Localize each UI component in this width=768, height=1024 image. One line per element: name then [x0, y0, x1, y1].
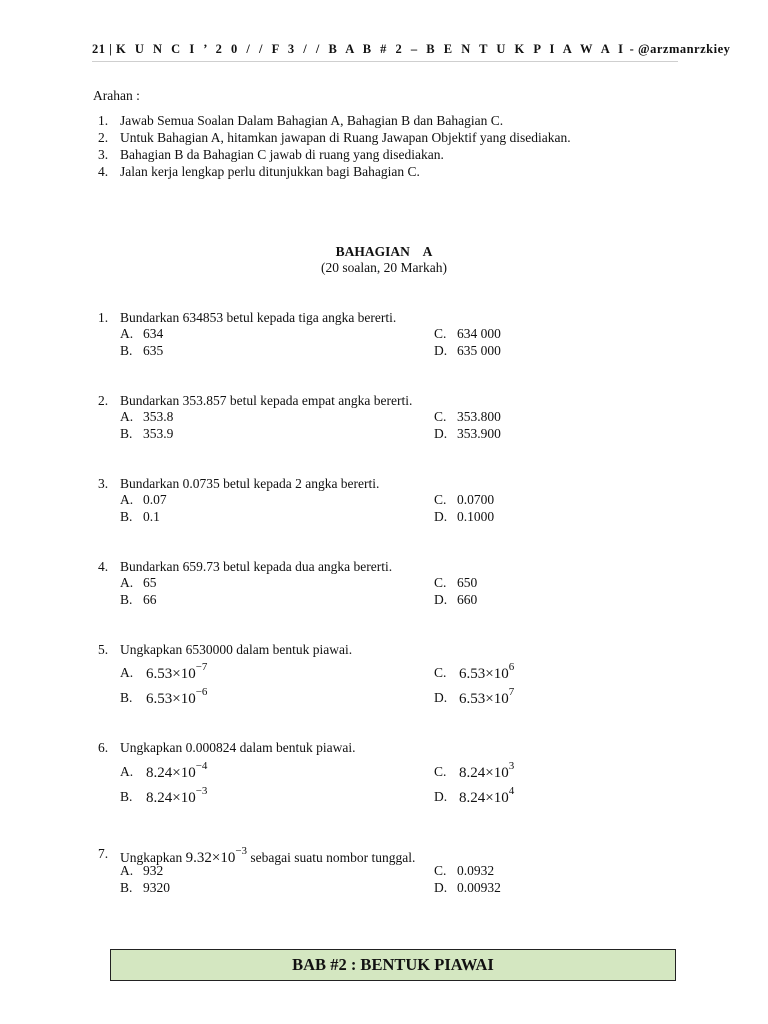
option-value-d: 0.00932	[457, 880, 501, 895]
option-label-a: A.	[120, 764, 134, 779]
option-value-d: 635 000	[457, 343, 501, 358]
option-label-b: B.	[120, 880, 133, 895]
option-value-b: 353.9	[143, 426, 174, 441]
question-math: $9.32\times 10^{-3}$	[185, 845, 248, 866]
header-separator: |	[105, 42, 117, 56]
option-label-c: C.	[434, 575, 447, 590]
option-label-a: A.	[120, 863, 134, 878]
option-label-b: B.	[120, 509, 133, 524]
question-number: 1.	[98, 310, 109, 325]
option-label-d: D.	[434, 426, 448, 441]
question-text: Bundarkan 659.73 betul kepada dua angka bererti.	[120, 559, 393, 574]
instruction-number: 2.	[98, 130, 109, 145]
option-value-d: 0.1000	[457, 509, 495, 524]
instructions-title: Arahan :	[93, 88, 140, 103]
header-divider	[92, 61, 678, 62]
question-text: Ungkapkan 0.000824 dalam bentuk piawai.	[120, 740, 356, 755]
section-title: BAHAGIAN A	[335, 244, 433, 259]
option-label-b: B.	[120, 789, 133, 804]
option-value-c: 634 000	[457, 326, 501, 341]
option-label-b: B.	[120, 426, 133, 441]
option-label-c: C.	[434, 492, 447, 507]
option-value-d: $8.24\times 10^4$	[459, 785, 515, 806]
option-label-a: A.	[120, 326, 134, 341]
option-label-c: C.	[434, 764, 447, 779]
option-label-c: C.	[434, 326, 447, 341]
header-text: K U N C I ’ 2 0 / / F 3 / / B A B # 2 – B E N T U K P I A W A I	[116, 42, 627, 56]
option-label-a: A.	[120, 409, 134, 424]
instruction-text: Untuk Bahagian A, hitamkan jawapan di Ruang Jawapan Objektif yang disediakan.	[120, 130, 571, 145]
option-label-d: D.	[434, 690, 448, 705]
option-value-a: 353.8	[143, 409, 174, 424]
option-value-a: $6.53\times 10^{-7}$	[146, 661, 208, 682]
question-number: 2.	[98, 393, 109, 408]
section-subtitle: (20 soalan, 20 Markah)	[321, 260, 447, 275]
footer-chapter-title: BAB #2 : BENTUK PIAWAI	[110, 949, 676, 981]
option-label-d: D.	[434, 343, 448, 358]
option-value-c: 353.800	[457, 409, 501, 424]
instruction-text: Jalan kerja lengkap perlu ditunjukkan bagi Bahagian C.	[120, 164, 420, 179]
option-value-b: 9320	[143, 880, 170, 895]
question-text: Bundarkan 353.857 betul kepada empat angka bererti.	[120, 393, 413, 408]
option-label-b: B.	[120, 690, 133, 705]
option-label-d: D.	[434, 789, 448, 804]
option-label-c: C.	[434, 863, 447, 878]
option-label-a: A.	[120, 492, 134, 507]
option-label-d: D.	[434, 880, 448, 895]
question-text: Bundarkan 634853 betul kepada tiga angka bererti.	[120, 310, 397, 325]
question-number: 5.	[98, 642, 109, 657]
instruction-text: Jawab Semua Soalan Dalam Bahagian A, Bahagian B dan Bahagian C.	[120, 113, 504, 128]
instruction-number: 1.	[98, 113, 109, 128]
option-label-c: C.	[434, 665, 447, 680]
question-text: Bundarkan 0.0735 betul kepada 2 angka bererti.	[120, 476, 380, 491]
option-value-b: 66	[143, 592, 157, 607]
option-value-a: 0.07	[143, 492, 167, 507]
option-value-c: $8.24\times 10^3$	[459, 760, 515, 781]
question-number: 4.	[98, 559, 109, 574]
question-text: Ungkapkan 6530000 dalam bentuk piawai.	[120, 642, 353, 657]
option-label-a: A.	[120, 575, 134, 590]
question-number: 7.	[98, 846, 109, 861]
question-number: 6.	[98, 740, 109, 755]
option-value-d: 660	[457, 592, 478, 607]
option-label-a: A.	[120, 665, 134, 680]
page-number: 21	[92, 42, 106, 56]
option-label-d: D.	[434, 509, 448, 524]
page-header	[92, 42, 731, 57]
option-value-a: 65	[143, 575, 157, 590]
header-dash: -	[626, 42, 638, 56]
option-label-c: C.	[434, 409, 447, 424]
option-value-b: $6.53\times 10^{-6}$	[146, 686, 208, 707]
author-handle: @arzmanrzkiey	[637, 42, 731, 56]
option-value-c: 0.0932	[457, 863, 495, 878]
instruction-text: Bahagian B da Bahagian C jawab di ruang yang disediakan.	[120, 147, 444, 162]
option-value-b: 0.1	[143, 509, 160, 524]
option-value-b: 635	[143, 343, 164, 358]
option-label-b: B.	[120, 343, 133, 358]
instruction-number: 4.	[98, 164, 109, 179]
option-value-a: 932	[143, 863, 164, 878]
option-value-a: 634	[143, 326, 164, 341]
option-value-c: 650	[457, 575, 478, 590]
option-value-c: $6.53\times 10^6$	[459, 661, 515, 682]
instruction-number: 3.	[98, 147, 109, 162]
option-value-d: 353.900	[457, 426, 501, 441]
question-number: 3.	[98, 476, 109, 491]
option-label-d: D.	[434, 592, 448, 607]
option-value-a: $8.24\times 10^{-4}$	[146, 760, 208, 781]
option-value-d: $6.53\times 10^7$	[459, 686, 515, 707]
question-text: Ungkapkan $9.32\times 10^{-3}$ sebagai suatu nombor tunggal.	[120, 845, 416, 866]
option-value-b: $8.24\times 10^{-3}$	[146, 785, 208, 806]
option-label-b: B.	[120, 592, 133, 607]
option-value-c: 0.0700	[457, 492, 495, 507]
